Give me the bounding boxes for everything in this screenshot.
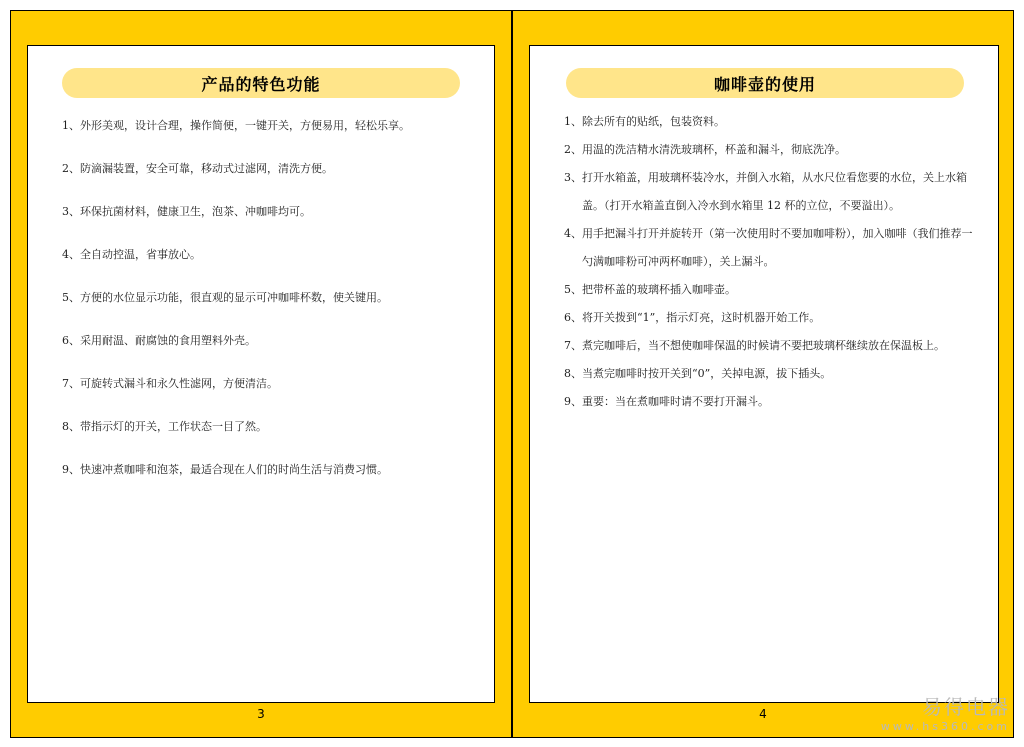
- usage-step: 5、把带杯盖的玻璃杯插入咖啡壶。: [564, 283, 736, 296]
- feature-item: 4、全自动控温，省事放心。: [62, 248, 201, 261]
- center-divider: [511, 11, 513, 737]
- left-page-title: 产品的特色功能: [62, 68, 460, 98]
- page-number-left: 3: [257, 707, 265, 721]
- usage-step: 1、除去所有的贴纸，包装资料。: [564, 115, 725, 128]
- right-page-title: 咖啡壶的使用: [566, 68, 964, 98]
- usage-step: 8、当煮完咖啡时按开关到“0”，关掉电源，拔下插头。: [564, 367, 832, 380]
- feature-list: [62, 118, 470, 505]
- watermark-brand: 易得电器: [922, 695, 1010, 719]
- usage-steps-list: [564, 108, 978, 416]
- feature-item: 8、带指示灯的开关，工作状态一目了然。: [62, 420, 267, 433]
- usage-step: 9、重要：当在煮咖啡时请不要打开漏斗。: [564, 395, 769, 408]
- usage-step: 2、用温的洗洁精水清洗玻璃杯，杯盖和漏斗，彻底洗净。: [564, 143, 846, 156]
- page-number-right: 4: [759, 707, 767, 721]
- usage-step: 4、用手把漏斗打开并旋转开（第一次使用时不要加咖啡粉），加入咖啡（我们推荐一勺满咖啡粉可冲两杯咖啡），关上漏斗。: [564, 227, 973, 268]
- feature-item: 2、防滴漏装置，安全可靠，移动式过滤网，清洗方便。: [62, 162, 333, 175]
- feature-item: 7、可旋转式漏斗和永久性滤网，方便清洁。: [62, 377, 278, 390]
- feature-item: 5、方便的水位显示功能，很直观的显示可冲咖啡杯数，使关键用。: [62, 291, 388, 304]
- usage-step: 7、煮完咖啡后，当不想使咖啡保温的时候请不要把玻璃杯继续放在保温板上。: [564, 339, 945, 352]
- right-page: [529, 45, 999, 703]
- manual-spread: [10, 10, 1014, 738]
- left-page: [27, 45, 495, 703]
- feature-item: 1、外形美观，设计合理，操作简便，一键开关，方便易用，轻松乐享。: [62, 119, 410, 132]
- watermark-url: www.hs360.com: [880, 720, 1010, 733]
- feature-item: 6、采用耐温、耐腐蚀的食用塑料外壳。: [62, 334, 256, 347]
- feature-item: 3、环保抗菌材料，健康卫生，泡茶、冲咖啡均可。: [62, 205, 311, 218]
- usage-step: 3、打开水箱盖，用玻璃杯装冷水，并倒入水箱，从水尺位看您要的水位，关上水箱盖。（打开水箱盖直倒入冷水到水箱里 12 杯的立位，不要溢出）。: [564, 171, 967, 212]
- watermark: [881, 691, 1010, 733]
- feature-item: 9、快速冲煮咖啡和泡茶，最适合现在人们的时尚生活与消费习惯。: [62, 463, 388, 476]
- usage-step: 6、将开关拨到“1”，指示灯亮，这时机器开始工作。: [564, 311, 821, 324]
